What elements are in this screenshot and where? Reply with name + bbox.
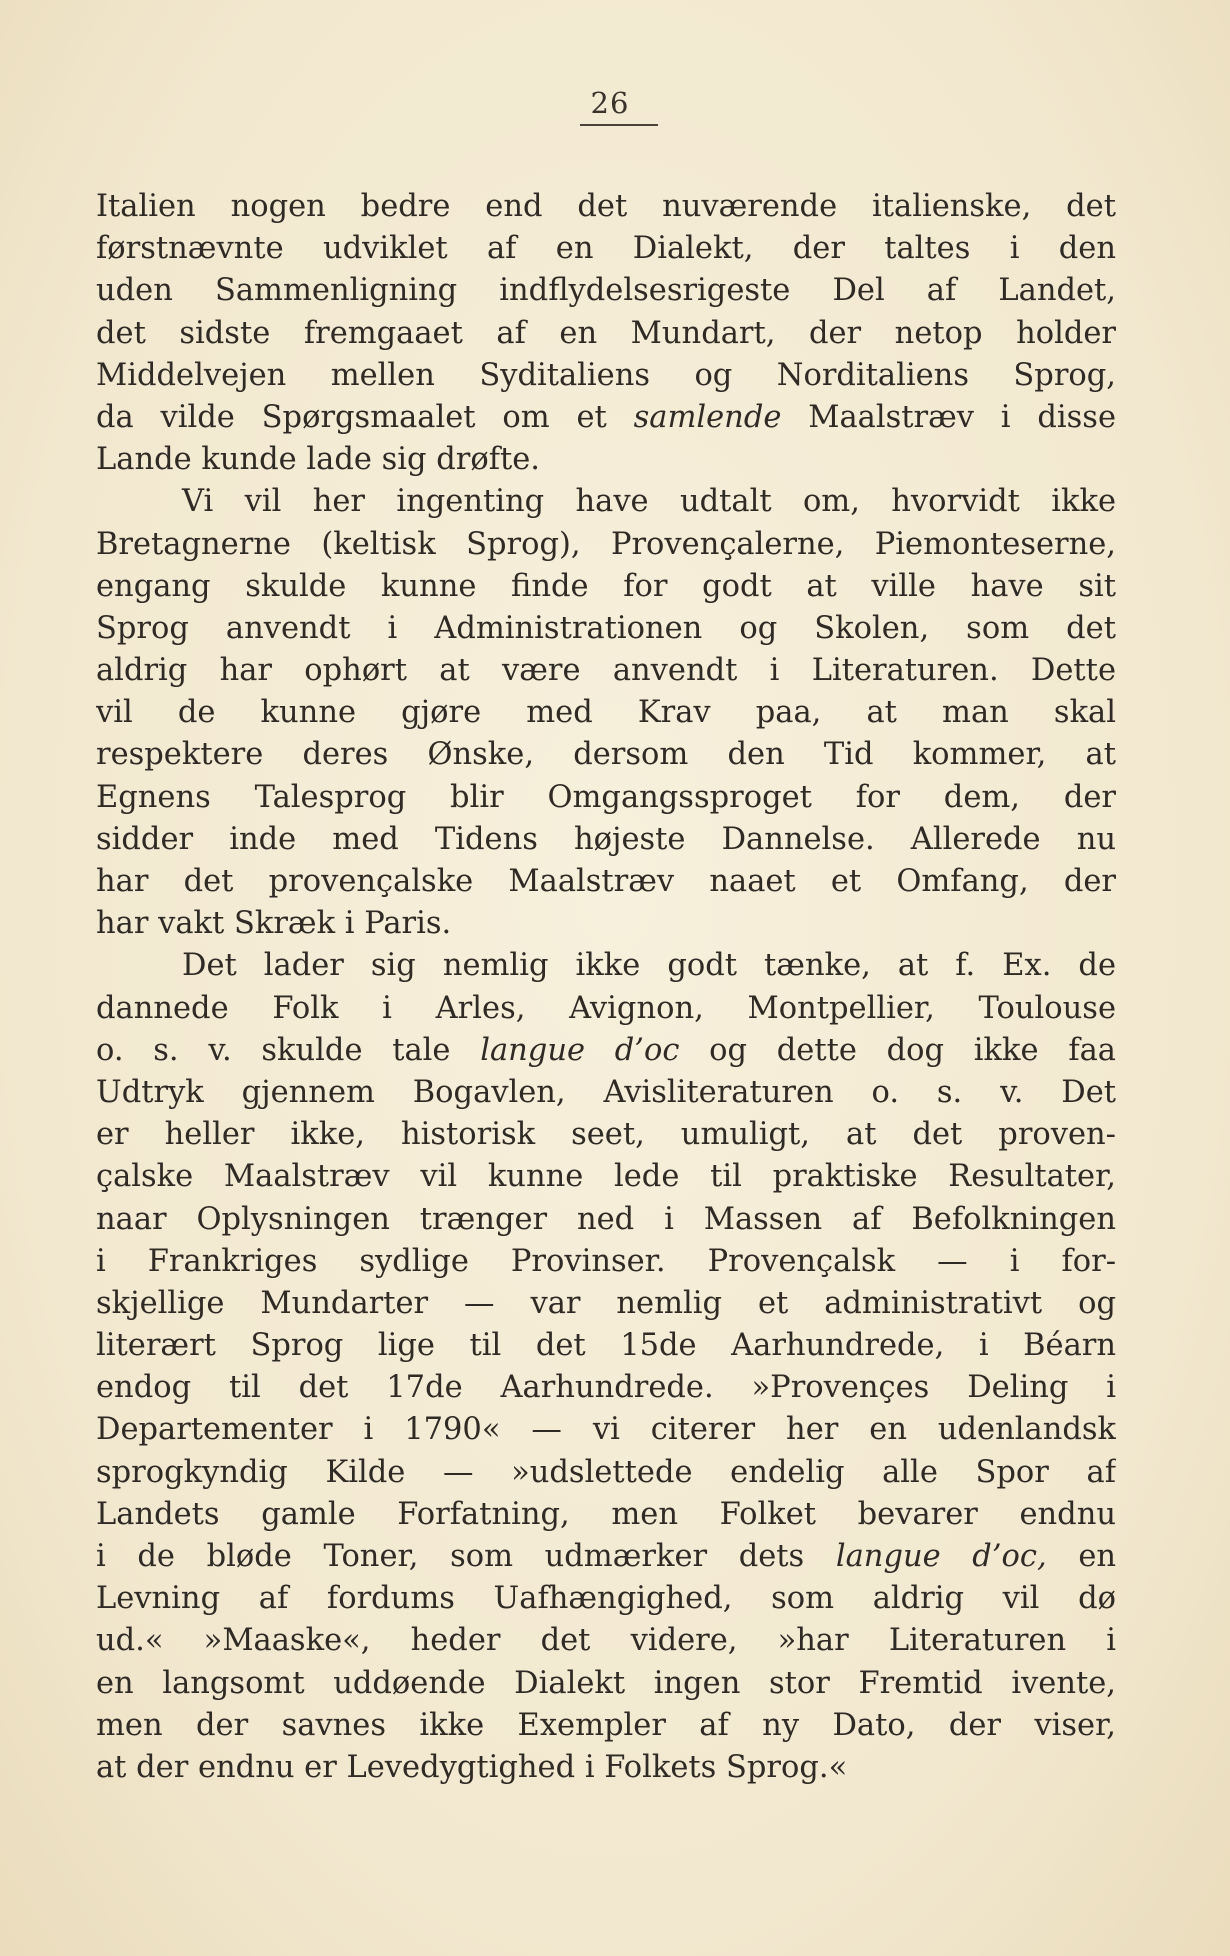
text-run: skjellige Mundarter — var nemlig et administrativt og [96,1285,1116,1321]
text-run: respektere deres Ønske, dersom den Tid kommer, at [96,737,1116,773]
text-line [96,439,1116,481]
italic-text: langue d’oc, [835,1539,1047,1574]
text-run: o. s. v. skulde tale [96,1032,481,1068]
text-line [96,861,1116,903]
text-run: har det provençalske Maalstræv naaet et Omfang, der [96,864,1116,899]
text-line [96,1620,1116,1662]
text-run: en langsomt uddøende Dialekt ingen stor Fremtid ivente, [96,1665,1116,1701]
text-line [96,524,1116,566]
paragraph [96,481,1116,945]
text-run: Departementer i 1790« — vi citerer her en udenlandsk [96,1412,1116,1448]
paragraph [96,945,1116,1789]
text-run: endog til det 17de Aarhundrede. »Provençes Deling i [96,1370,1116,1406]
text-line [96,650,1116,692]
text-line [96,313,1116,355]
text-run: vil de kunne gjøre med Krav paa, at man skal [96,695,1116,731]
text-line [96,1452,1116,1494]
text-line [96,945,1116,987]
text-run: sprogkyndig Kilde — »udslettede endelig alle Spor af [96,1454,1116,1490]
italic-text: samlende [633,399,782,435]
text-run: ud.« »Maaske«, heder det videre, »har Literaturen i [96,1623,1116,1659]
text-run: men der savnes ikke Exempler af ny Dato, der viser, [96,1707,1116,1743]
text-run: çalske Maalstræv vil kunne lede til praktiske Resultater, [96,1159,1116,1195]
text-run: dannede Folk i Arles, Avignon, Montpellier, Toulouse [96,990,1116,1026]
text-run: og dette dog ikke faa [679,1032,1116,1068]
text-run: engang skulde kunne finde for godt at ville have sit [96,568,1116,604]
text-run: Sprog anvendt i Administrationen og Skolen, som det [96,610,1116,646]
text-run: uden Sammenligning indflydelsesrigeste Del af Landet, [96,273,1116,309]
text-run: Middelvejen mellen Syditaliens og Norditaliens Sprog, [96,357,1116,393]
text-run: Egnens Talesprog blir Omgangssproget for dem, der [96,779,1116,815]
text-line [96,777,1116,819]
body-text [96,186,1116,1789]
text-line [96,270,1116,312]
text-run: Vi vil her ingenting have udtalt om, hvorvidt ikke [182,484,1116,520]
text-run: i de bløde Toner, som udmærker dets [96,1539,836,1574]
paragraph [96,186,1116,481]
text-line [96,1072,1116,1114]
text-line [96,903,1116,945]
text-line [96,1705,1116,1747]
text-line [96,1114,1116,1156]
text-line [96,1578,1116,1620]
text-run: aldrig har ophørt at være anvendt i Literaturen. Dette [96,653,1116,689]
text-run: i Frankriges sydlige Provinser. Provençalsk — i for- [96,1243,1116,1279]
text-line [96,1367,1116,1409]
text-run: Bretagnerne (keltisk Sprog), Provençalerne, Piemonteserne, [96,526,1116,562]
text-line [96,1409,1116,1451]
text-run: naar Oplysningen trænger ned i Massen af Befolkningen [96,1201,1116,1237]
text-run: har vakt Skræk i Paris. [96,906,452,942]
text-run: det sidste fremgaaet af en Mundart, der netop holder [96,315,1116,351]
text-run: Udtryk gjennem Bogavlen, Avisliteraturen o. s. v. Det [96,1074,1116,1110]
text-line [96,1747,1116,1789]
text-line [96,819,1116,861]
text-line [96,566,1116,608]
text-line [96,1663,1116,1705]
page-number-rule [580,124,658,126]
text-run: er heller ikke, historisk seet, umuligt, at det proven- [96,1117,1116,1153]
text-line [96,481,1116,523]
text-run: literært Sprog lige til det 15de Aarhundrede, i Béarn [96,1328,1116,1364]
text-line [96,1156,1116,1198]
text-line [96,734,1116,776]
italic-text: langue d’oc [480,1032,680,1068]
text-line [96,608,1116,650]
text-run: en [1046,1539,1116,1574]
text-run: sidder inde med Tidens højeste Dannelse. Allerede nu [96,821,1116,857]
text-run: da vilde Spørgsmaalet om et [96,399,634,435]
text-line [96,692,1116,734]
page-number: 26 [590,86,630,120]
text-run: førstnævnte udviklet af en Dialekt, der taltes i den [96,231,1116,267]
text-run: Maalstræv i disse [781,399,1116,435]
text-line [96,228,1116,270]
text-line [96,1325,1116,1367]
text-line [96,1494,1116,1536]
text-run: Italien nogen bedre end det nuværende italienske, det [96,189,1116,224]
text-run: at der endnu er Levedygtighed i Folkets Sprog.« [96,1749,848,1785]
text-line [96,355,1116,397]
text-line [96,1199,1116,1241]
text-line [96,1030,1116,1072]
text-run: Lande kunde lade sig drøfte. [96,442,540,478]
text-run: Landets gamle Forfatning, men Folket bevarer endnu [96,1496,1116,1532]
text-line [96,1283,1116,1325]
text-line [96,186,1116,228]
text-line [96,1536,1116,1578]
text-run: Det lader sig nemlig ikke godt tænke, at f. Ex. de [182,948,1116,984]
text-line [96,397,1116,439]
text-run: Levning af fordums Uafhængighed, som aldrig vil dø [96,1581,1116,1617]
text-line [96,1241,1116,1283]
text-line [96,988,1116,1030]
